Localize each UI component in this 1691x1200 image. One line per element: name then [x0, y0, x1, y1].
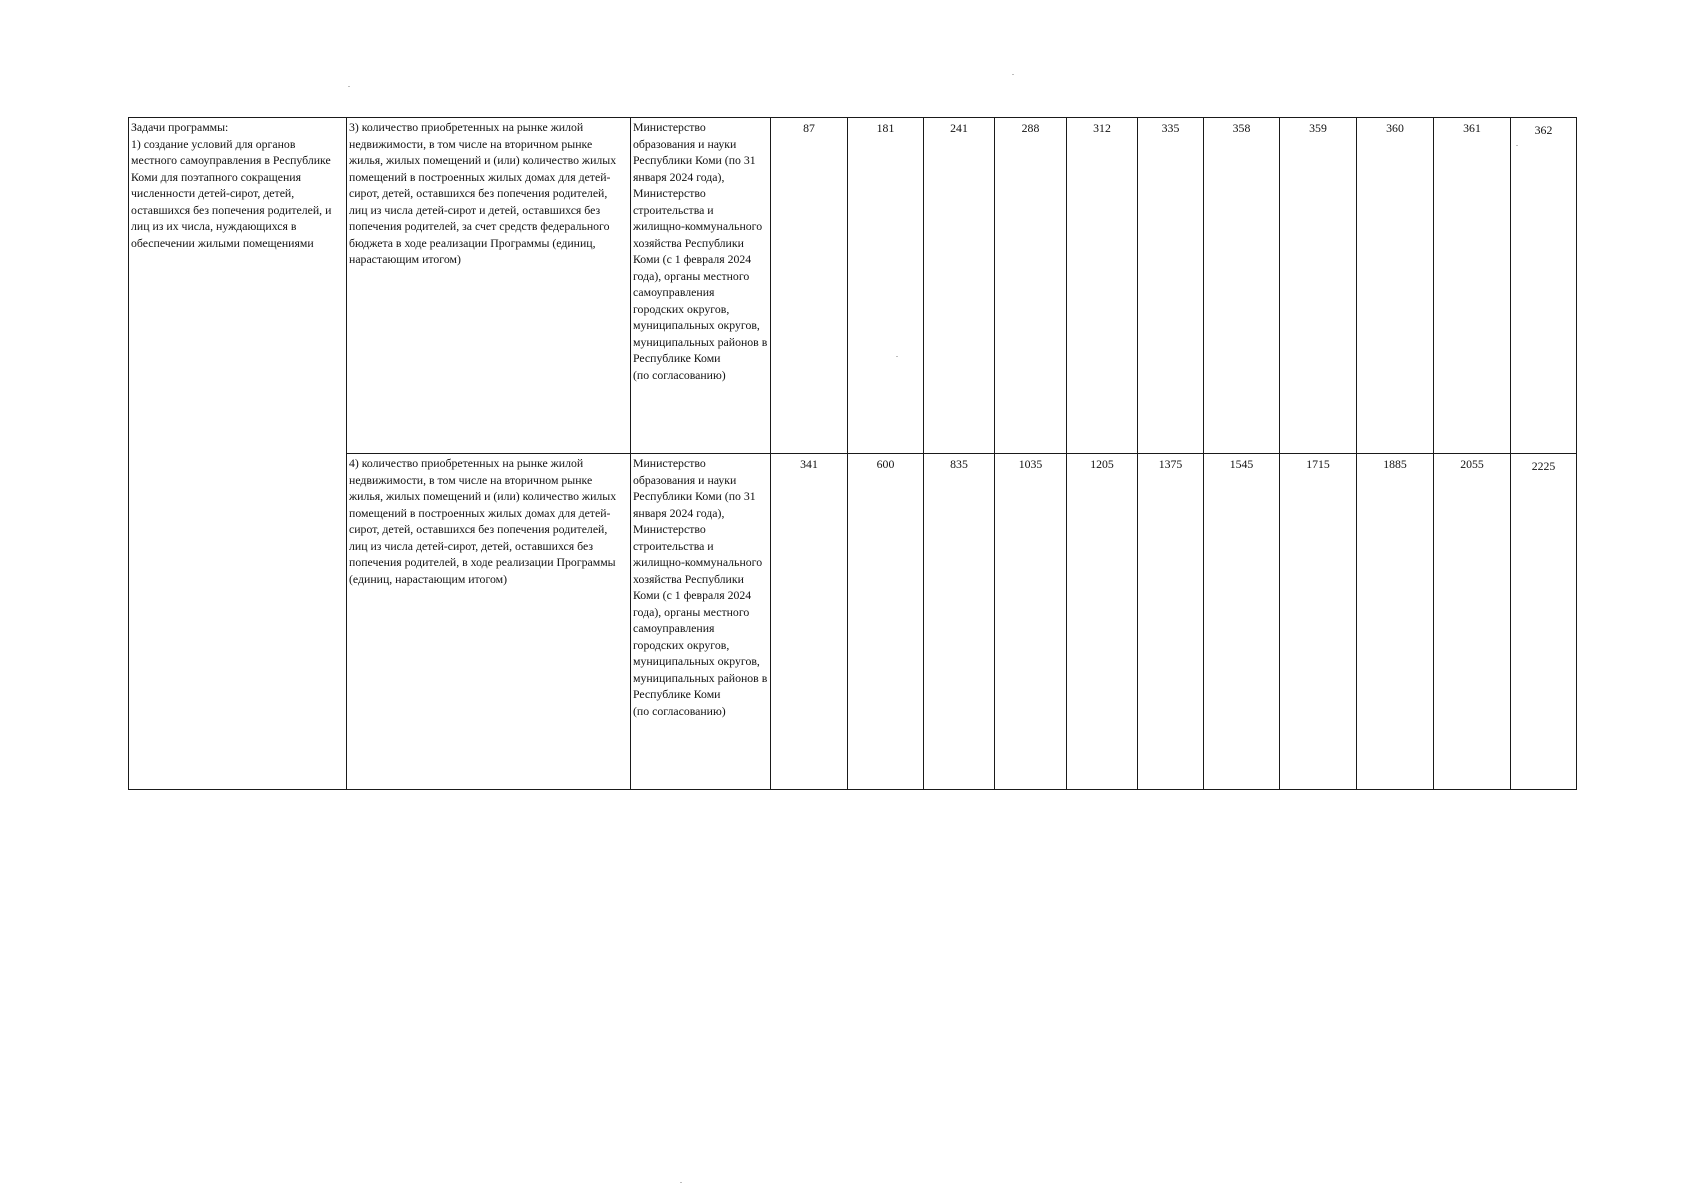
value-cell: 1715 — [1280, 454, 1357, 790]
scan-speck — [1012, 74, 1014, 75]
value-cell: 1375 — [1138, 454, 1204, 790]
program-indicators-table — [128, 117, 1577, 790]
value-cell: 241 — [924, 118, 995, 454]
value-cell: 360 — [1357, 118, 1434, 454]
indicator-cell: 4) количество приобретенных на рынке жилой недвижимости, в том числе на вторичном рынке жилья, жилых помещений и (или) количество жилых помещений в построенных жилых домах для детей-сирот, детей, оставшихся без попечения родителей, лиц из числа детей-сирот, детей, оставшихся без попечения родителей, в ходе реализации Программы (единиц, нарастающим итогом) — [347, 454, 631, 790]
indicator-cell: 3) количество приобретенных на рынке жилой недвижимости, в том числе на вторичном рынке жилья, жилых помещений и (или) количество жилых помещений в построенных жилых домах для детей-сирот, детей, оставшихся без попечения родителей, лиц из числа детей-сирот и детей, оставшихся без попечения родителей, за счет средств федерального бюджета в ходе реализации Программы (единиц, нарастающим итогом) — [347, 118, 631, 454]
value-cell: 359 — [1280, 118, 1357, 454]
value-cell: 2225 — [1511, 454, 1577, 790]
value-cell: 312 — [1067, 118, 1138, 454]
value-cell: 1885 — [1357, 454, 1434, 790]
value-cell: 600 — [848, 454, 924, 790]
scan-speck — [896, 356, 898, 357]
value-cell: 1205 — [1067, 454, 1138, 790]
scan-speck — [348, 86, 350, 87]
program-tasks-cell: Задачи программы: 1) создание условий для органов местного самоуправления в Республике Коми для поэтапного сокращения численности детей-сирот, детей, оставшихся без попечения родителей, и лиц из их числа, нуждающихся в обеспечении жилыми помещениями — [129, 118, 347, 790]
value-cell: 341 — [771, 454, 848, 790]
value-cell: 87 — [771, 118, 848, 454]
responsible-executor-cell: Министерство образования и науки Республики Коми (по 31 января 2024 года), Министерство строительства и жилищно-коммунального хозяйства Республики Коми (с 1 февраля 2024 года), органы местного самоуправления городских округов, муниципальных округов, муниципальных районов в Республике Коми (по согласованию) — [631, 454, 771, 790]
value-cell: 1545 — [1204, 454, 1280, 790]
value-cell: 2055 — [1434, 454, 1511, 790]
scan-speck — [680, 1182, 682, 1183]
value-cell: 288 — [995, 118, 1067, 454]
value-cell: 361 — [1434, 118, 1511, 454]
value-cell: 835 — [924, 454, 995, 790]
value-cell: 335 — [1138, 118, 1204, 454]
table-row — [129, 118, 1577, 454]
scan-speck — [1516, 145, 1518, 146]
value-cell: 362 — [1511, 118, 1577, 454]
value-cell: 181 — [848, 118, 924, 454]
table-row — [129, 454, 1577, 790]
responsible-executor-cell: Министерство образования и науки Республики Коми (по 31 января 2024 года), Министерство строительства и жилищно-коммунального хозяйства Республики Коми (с 1 февраля 2024 года), органы местного самоуправления городских округов, муниципальных округов, муниципальных районов в Республике Коми (по согласованию) — [631, 118, 771, 454]
value-cell: 358 — [1204, 118, 1280, 454]
value-cell: 1035 — [995, 454, 1067, 790]
